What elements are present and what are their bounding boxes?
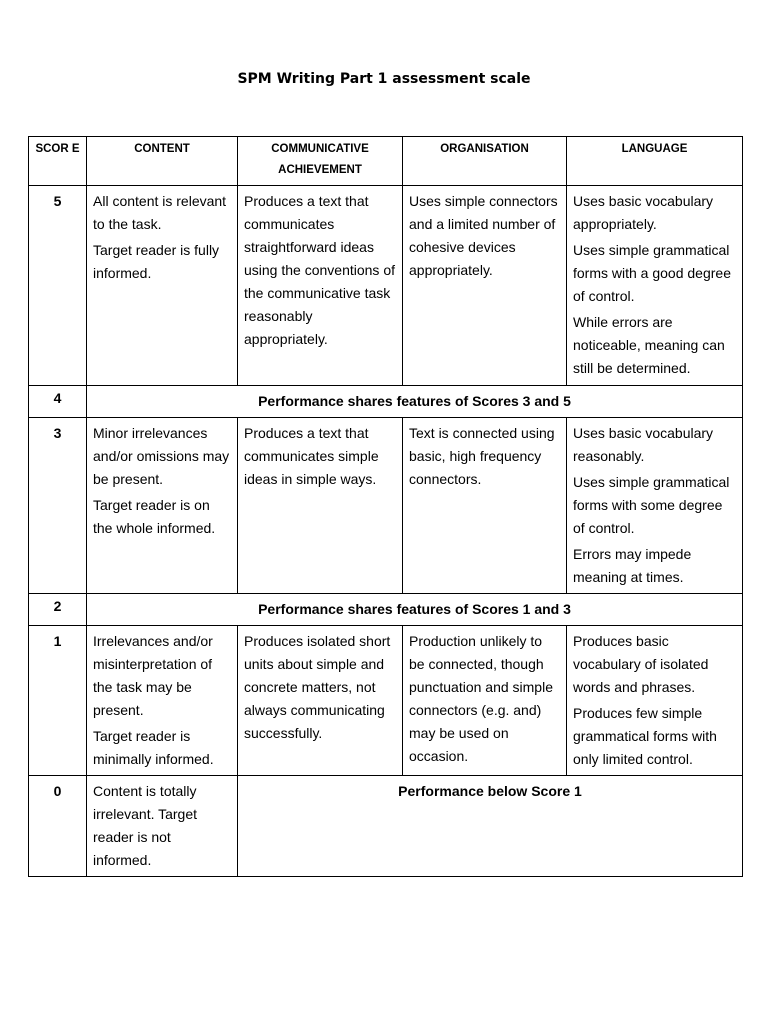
table-row-score-0	[29, 776, 743, 877]
content-cell: Minor irrelevances and/or omissions may be present. Target reader is on the whole informed.	[87, 418, 238, 594]
merged-performance-cell: Performance shares features of Scores 1 and 3	[87, 594, 743, 626]
communicative-cell: Produces isolated short units about simple and concrete matters, not always communicating successfully.	[238, 626, 403, 776]
language-cell: Uses basic vocabulary reasonably. Uses simple grammatical forms with some degree of control. Errors may impede meaning at times.	[567, 418, 743, 594]
organisation-cell: Text is connected using basic, high frequency connectors.	[403, 418, 567, 594]
content-cell: Content is totally irrelevant. Target reader is not informed.	[87, 776, 238, 877]
header-organisation: ORGANISATION	[403, 137, 567, 186]
merged-performance-cell: Performance below Score 1	[238, 776, 743, 877]
table-row-score-2	[29, 594, 743, 626]
page-title: SPM Writing Part 1 assessment scale	[237, 71, 531, 87]
communicative-cell: Produces a text that communicates straightforward ideas using the conventions of the communicative task reasonably appropriately.	[238, 186, 403, 386]
score-cell: 0	[29, 776, 87, 877]
header-score: SCOR E	[29, 137, 87, 186]
score-cell: 3	[29, 418, 87, 594]
assessment-scale-table	[28, 136, 743, 877]
table-row-score-4	[29, 386, 743, 418]
table-row-score-3	[29, 418, 743, 594]
header-communicative: COMMUNICATIVE ACHIEVEMENT	[238, 137, 403, 186]
content-cell: Irrelevances and/or misinterpretation of the task may be present. Target reader is minimally informed.	[87, 626, 238, 776]
header-language: LANGUAGE	[567, 137, 743, 186]
table-row-score-5	[29, 186, 743, 386]
score-cell: 1	[29, 626, 87, 776]
merged-performance-cell: Performance shares features of Scores 3 and 5	[87, 386, 743, 418]
table-row-score-1	[29, 626, 743, 776]
score-cell: 5	[29, 186, 87, 386]
language-cell: Produces basic vocabulary of isolated words and phrases. Produces few simple grammatical forms with only limited control.	[567, 626, 743, 776]
header-row	[29, 137, 743, 186]
language-cell: Uses basic vocabulary appropriately. Uses simple grammatical forms with a good degree of control. While errors are noticeable, meaning can still be determined.	[567, 186, 743, 386]
content-cell: All content is relevant to the task. Target reader is fully informed.	[87, 186, 238, 386]
score-cell: 4	[29, 386, 87, 418]
score-cell: 2	[29, 594, 87, 626]
organisation-cell: Production unlikely to be connected, though punctuation and simple connectors (e.g. and) may be used on occasion.	[403, 626, 567, 776]
organisation-cell: Uses simple connectors and a limited number of cohesive devices appropriately.	[403, 186, 567, 386]
communicative-cell: Produces a text that communicates simple ideas in simple ways.	[238, 418, 403, 594]
header-content: CONTENT	[87, 137, 238, 186]
